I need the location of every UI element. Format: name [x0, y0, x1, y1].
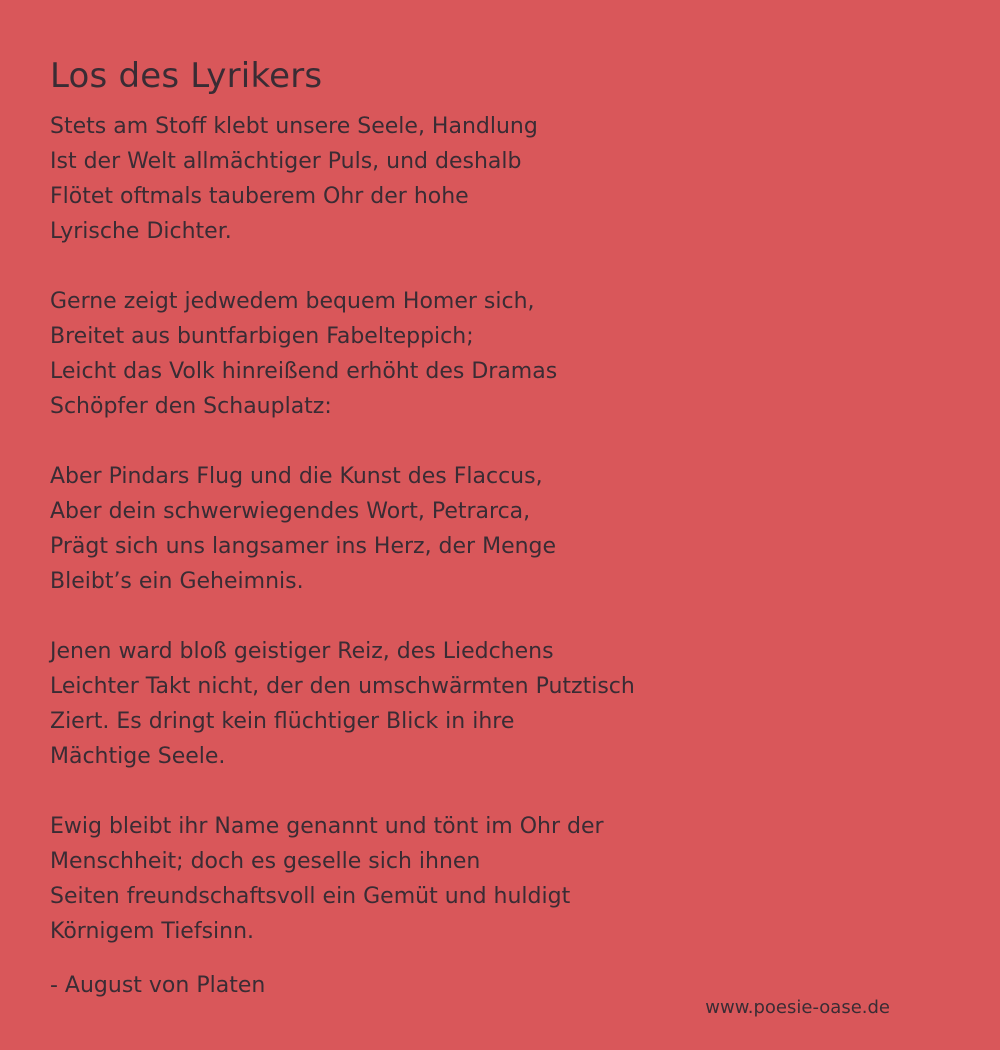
poem-line: Leicht das Volk hinreißend erhöht des Dramas — [50, 359, 558, 384]
poem-line: Seiten freundschaftsvoll ein Gemüt und huldigt — [50, 884, 571, 909]
poem-line: Prägt sich uns langsamer ins Herz, der Menge — [50, 534, 557, 559]
poem-line: Ist der Welt allmächtiger Puls, und deshalb — [50, 149, 522, 174]
poem-line: Ziert. Es dringt kein flüchtiger Blick in ihre — [50, 709, 515, 734]
poem-line: Ewig bleibt ihr Name genannt und tönt im Ohr der — [50, 814, 604, 839]
stanza-3 — [50, 459, 750, 599]
stanza-2 — [50, 284, 750, 424]
poem-line: Jenen ward bloß geistiger Reiz, des Liedchens — [50, 639, 554, 664]
poem-line: Körnigem Tiefsinn. — [50, 919, 255, 944]
poem-line: Aber Pindars Flug und die Kunst des Flaccus, — [50, 464, 543, 489]
stanza-1 — [50, 109, 750, 249]
poem-body — [50, 109, 750, 984]
poem-line: Aber dein schwerwiegendes Wort, Petrarca, — [50, 499, 531, 524]
poem-line: Flötet oftmals tauberem Ohr der hohe — [50, 184, 469, 209]
poem-title: Los des Lyrikers — [50, 56, 323, 96]
poem-line: Menschheit; doch es geselle sich ihnen — [50, 849, 481, 874]
stanza-5 — [50, 809, 750, 949]
stanza-4 — [50, 634, 750, 774]
website-url: www.poesie-oase.de — [705, 997, 890, 1018]
poem-line: Stets am Stoff klebt unsere Seele, Handlung — [50, 114, 538, 139]
poem-line: Bleibt’s ein Geheimnis. — [50, 569, 304, 594]
poem-line: Gerne zeigt jedwedem bequem Homer sich, — [50, 289, 535, 314]
poem-author: - August von Platen — [50, 973, 266, 998]
poem-line: Mächtige Seele. — [50, 744, 226, 769]
poem-line: Leichter Takt nicht, der den umschwärmten Putztisch — [50, 674, 635, 699]
poem-line: Breitet aus buntfarbigen Fabelteppich; — [50, 324, 474, 349]
poem-line: Schöpfer den Schauplatz: — [50, 394, 332, 419]
poem-line: Lyrische Dichter. — [50, 219, 232, 244]
